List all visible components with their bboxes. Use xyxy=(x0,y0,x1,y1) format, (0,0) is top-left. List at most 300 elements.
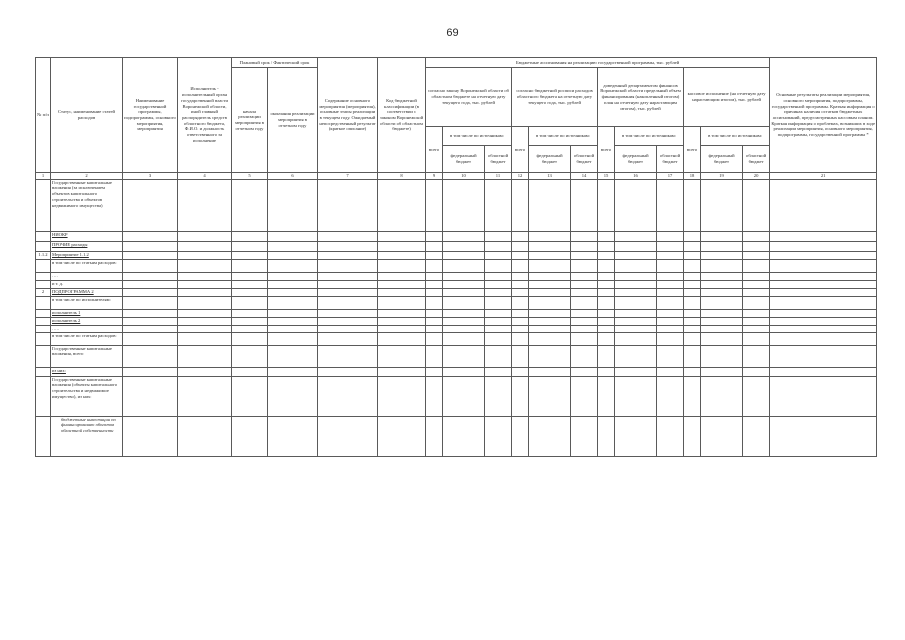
table-cell xyxy=(684,179,701,231)
page-number: 69 xyxy=(446,27,459,39)
table-row xyxy=(36,259,877,272)
table-row xyxy=(36,376,877,416)
table-row xyxy=(36,325,877,332)
table-cell xyxy=(318,288,378,296)
row-status: Государственные капитальные вложения (объекты капитального строительства и недвижимое имущество), из них: xyxy=(51,376,123,416)
table-cell xyxy=(123,325,178,332)
table-cell xyxy=(485,231,512,241)
header-period-group: Плановый срок / Фактический срок xyxy=(232,58,318,68)
table-cell xyxy=(512,296,529,309)
table-cell xyxy=(123,259,178,272)
table-cell xyxy=(268,367,318,376)
table-cell xyxy=(701,272,743,280)
row-number xyxy=(36,317,51,325)
table-cell xyxy=(378,231,426,241)
table-cell xyxy=(684,309,701,317)
table-cell xyxy=(529,272,571,280)
table-cell xyxy=(178,309,232,317)
table-cell xyxy=(770,231,877,241)
column-number: 2 xyxy=(51,173,123,180)
table-row xyxy=(36,288,877,296)
table-cell xyxy=(684,332,701,345)
table-cell xyxy=(443,241,485,251)
table-cell xyxy=(318,296,378,309)
table-cell xyxy=(701,241,743,251)
table-cell xyxy=(378,296,426,309)
table-cell xyxy=(512,280,529,288)
table-cell xyxy=(426,288,443,296)
table-cell xyxy=(571,325,598,332)
row-status: в том числе по исполнителям: xyxy=(51,296,123,309)
table-cell xyxy=(378,325,426,332)
row-number xyxy=(36,259,51,272)
table-cell xyxy=(743,288,770,296)
table-cell xyxy=(598,296,615,309)
row-status: бюджетные инвестиции по финансированию объектов областной собственности xyxy=(51,416,123,456)
table-cell xyxy=(598,367,615,376)
row-status: ПОДПРОГРАММА 2 xyxy=(51,288,123,296)
table-cell xyxy=(378,416,426,456)
row-number xyxy=(36,179,51,231)
table-cell xyxy=(571,179,598,231)
table-cell xyxy=(512,241,529,251)
table-cell xyxy=(443,317,485,325)
table-cell xyxy=(485,317,512,325)
table-cell xyxy=(615,309,657,317)
table-cell xyxy=(684,296,701,309)
table-cell xyxy=(571,416,598,456)
table-cell xyxy=(598,241,615,251)
table-row xyxy=(36,317,877,325)
table-cell xyxy=(318,416,378,456)
table-cell xyxy=(426,309,443,317)
header-period-end: окончания реализации мероприятия в отчетном году xyxy=(268,68,318,173)
table-row xyxy=(36,251,877,259)
table-cell xyxy=(684,317,701,325)
table-cell xyxy=(123,296,178,309)
column-number: 3 xyxy=(123,173,178,180)
table-cell xyxy=(512,376,529,416)
table-cell xyxy=(598,376,615,416)
table-cell xyxy=(123,179,178,231)
header-budget-group: Бюджетные ассигнования на реализацию государственной программы, тыс. рублей xyxy=(426,58,770,68)
table-cell xyxy=(123,280,178,288)
table-cell xyxy=(743,272,770,280)
table-cell xyxy=(268,309,318,317)
column-number: 10 xyxy=(443,173,485,180)
table-cell xyxy=(318,332,378,345)
table-cell xyxy=(512,251,529,259)
column-number: 5 xyxy=(232,173,268,180)
table-cell xyxy=(426,231,443,241)
table-cell xyxy=(268,332,318,345)
table-row xyxy=(36,367,877,376)
table-cell xyxy=(571,251,598,259)
table-cell xyxy=(426,241,443,251)
column-number: 6 xyxy=(268,173,318,180)
header-including-sources: в том числе по источникам: xyxy=(615,127,684,146)
table-cell xyxy=(529,309,571,317)
header-sub-law: согласно закону Воронежской области об областном бюджете на отчетную дату текущего года, тыс. рублей xyxy=(426,68,512,127)
row-status: Государственные капитальные вложения (за исключением объектов капитального строительства и объектов недвижимого имущества) xyxy=(51,179,123,231)
row-number: 2 xyxy=(36,288,51,296)
table-cell xyxy=(426,367,443,376)
table-cell xyxy=(232,325,268,332)
table-cell xyxy=(571,309,598,317)
row-number xyxy=(36,416,51,456)
table-cell xyxy=(378,272,426,280)
table-cell xyxy=(615,179,657,231)
row-status: Государственные капитальные вложения, всего xyxy=(51,345,123,367)
table-cell xyxy=(743,325,770,332)
table-cell xyxy=(178,367,232,376)
table-cell xyxy=(485,272,512,280)
column-number: 8 xyxy=(378,173,426,180)
table-cell xyxy=(512,317,529,325)
table-cell xyxy=(426,416,443,456)
table-cell xyxy=(684,259,701,272)
column-number: 12 xyxy=(512,173,529,180)
table-cell xyxy=(598,179,615,231)
column-number: 9 xyxy=(426,173,443,180)
table-cell xyxy=(770,345,877,367)
table-cell xyxy=(485,416,512,456)
table-row xyxy=(36,345,877,367)
table-cell xyxy=(615,376,657,416)
row-status: в том числе по статьям расходов: xyxy=(51,259,123,272)
header-executor: Исполнитель - исполнительный орган государственной власти Воронежской области, иной главный распорядитель средств областного бюджета, Ф.И.О. и должность ответственного за исполнение xyxy=(178,58,232,173)
header-including-sources: в том числе по источникам: xyxy=(443,127,512,146)
table-cell xyxy=(426,296,443,309)
table-cell xyxy=(770,317,877,325)
table-cell xyxy=(123,317,178,325)
table-cell xyxy=(178,251,232,259)
table-cell xyxy=(443,345,485,367)
table-cell xyxy=(657,259,684,272)
column-number: 17 xyxy=(657,173,684,180)
table-cell xyxy=(512,416,529,456)
table-cell xyxy=(378,376,426,416)
table-cell xyxy=(232,179,268,231)
table-cell xyxy=(615,288,657,296)
table-cell xyxy=(123,288,178,296)
table-cell xyxy=(598,416,615,456)
table-cell xyxy=(268,288,318,296)
table-cell xyxy=(443,416,485,456)
table-cell xyxy=(426,272,443,280)
table-cell xyxy=(426,317,443,325)
row-number xyxy=(36,309,51,317)
row-number xyxy=(36,241,51,251)
column-number: 20 xyxy=(743,173,770,180)
table-cell xyxy=(701,259,743,272)
header-including-sources: в том числе по источникам: xyxy=(701,127,770,146)
header-no: № п/п xyxy=(36,58,51,173)
table-cell xyxy=(529,325,571,332)
table-cell xyxy=(426,179,443,231)
table-cell xyxy=(443,251,485,259)
row-status: …. xyxy=(51,272,123,280)
table-cell xyxy=(684,367,701,376)
table-cell xyxy=(512,259,529,272)
table-cell xyxy=(268,231,318,241)
table-cell xyxy=(512,325,529,332)
header-sub-list: согласно бюджетной росписи расходов областного бюджета на отчетную дату текущего года, тыс. рублей xyxy=(512,68,598,127)
table-cell xyxy=(743,251,770,259)
table-cell xyxy=(485,309,512,317)
table-cell xyxy=(512,179,529,231)
table-cell xyxy=(743,376,770,416)
table-cell xyxy=(615,259,657,272)
row-number: 1.1.2 xyxy=(36,251,51,259)
table-cell xyxy=(770,241,877,251)
table-cell xyxy=(512,332,529,345)
table-cell xyxy=(529,280,571,288)
table-cell xyxy=(743,309,770,317)
table-cell xyxy=(657,309,684,317)
table-cell xyxy=(123,251,178,259)
table-cell xyxy=(571,241,598,251)
table-cell xyxy=(512,231,529,241)
table-cell xyxy=(571,296,598,309)
table-cell xyxy=(123,309,178,317)
table-cell xyxy=(770,296,877,309)
table-cell xyxy=(598,332,615,345)
column-number: 19 xyxy=(701,173,743,180)
table-cell xyxy=(743,179,770,231)
table-cell xyxy=(657,272,684,280)
table-cell xyxy=(657,332,684,345)
row-number xyxy=(36,231,51,241)
table-cell xyxy=(512,309,529,317)
table-cell xyxy=(615,317,657,325)
table-cell xyxy=(571,332,598,345)
column-number: 18 xyxy=(684,173,701,180)
table-row xyxy=(36,332,877,345)
table-cell xyxy=(657,280,684,288)
table-cell xyxy=(443,280,485,288)
table-cell xyxy=(268,179,318,231)
table-cell xyxy=(684,325,701,332)
table-cell xyxy=(178,325,232,332)
table-cell xyxy=(426,325,443,332)
column-number: 7 xyxy=(318,173,378,180)
table-cell xyxy=(770,280,877,288)
table-cell xyxy=(318,309,378,317)
column-number: 16 xyxy=(615,173,657,180)
table-cell xyxy=(701,317,743,325)
table-cell xyxy=(318,272,378,280)
table-cell xyxy=(485,345,512,367)
table-cell xyxy=(571,367,598,376)
row-status: исполнитель 2 xyxy=(51,317,123,325)
table-cell xyxy=(178,345,232,367)
table-row xyxy=(36,231,877,241)
table-cell xyxy=(529,345,571,367)
header-sub-cash: кассовое исполнение (на отчетную дату нарастающим итогом), тыс. рублей xyxy=(684,68,770,127)
row-number xyxy=(36,272,51,280)
row-number xyxy=(36,325,51,332)
row-number xyxy=(36,332,51,345)
table-cell xyxy=(426,332,443,345)
table-cell xyxy=(743,332,770,345)
table-cell xyxy=(598,325,615,332)
table-cell xyxy=(485,241,512,251)
table-cell xyxy=(657,325,684,332)
row-status: ….. xyxy=(51,325,123,332)
table-cell xyxy=(512,345,529,367)
table-cell xyxy=(571,231,598,241)
table-cell xyxy=(378,345,426,367)
table-cell xyxy=(529,259,571,272)
table-cell xyxy=(684,280,701,288)
table-cell xyxy=(318,376,378,416)
table-cell xyxy=(268,280,318,288)
table-cell xyxy=(178,332,232,345)
table-cell xyxy=(770,272,877,280)
table-cell xyxy=(615,345,657,367)
table-cell xyxy=(318,259,378,272)
table-cell xyxy=(770,332,877,345)
row-status: из них: xyxy=(51,367,123,376)
header-federal: федеральный бюджет xyxy=(615,146,657,173)
header-regional: областной бюджет xyxy=(743,146,770,173)
table-cell xyxy=(598,288,615,296)
table-cell xyxy=(701,231,743,241)
table-cell xyxy=(426,259,443,272)
table-cell xyxy=(485,296,512,309)
table-cell xyxy=(426,376,443,416)
header-regional: областной бюджет xyxy=(571,146,598,173)
table-cell xyxy=(443,332,485,345)
table-cell xyxy=(657,317,684,325)
table-cell xyxy=(770,179,877,231)
table-cell xyxy=(443,309,485,317)
row-number xyxy=(36,296,51,309)
table-cell xyxy=(701,280,743,288)
header-total: всего xyxy=(598,127,615,173)
table-cell xyxy=(571,376,598,416)
table-cell xyxy=(615,231,657,241)
table-row xyxy=(36,309,877,317)
table-cell xyxy=(701,376,743,416)
table-cell xyxy=(378,251,426,259)
table-cell xyxy=(743,416,770,456)
table-cell xyxy=(701,367,743,376)
table-cell xyxy=(378,317,426,325)
table-cell xyxy=(443,231,485,241)
table-cell xyxy=(684,231,701,241)
table-cell xyxy=(770,367,877,376)
table-cell xyxy=(615,332,657,345)
table-cell xyxy=(770,288,877,296)
table-cell xyxy=(684,416,701,456)
table-cell xyxy=(485,325,512,332)
table-cell xyxy=(743,280,770,288)
table-cell xyxy=(529,376,571,416)
table-cell xyxy=(770,325,877,332)
column-number: 13 xyxy=(529,173,571,180)
table-cell xyxy=(232,288,268,296)
table-cell xyxy=(232,241,268,251)
row-status: в том числе по статьям расходов: xyxy=(51,332,123,345)
header-federal: федеральный бюджет xyxy=(443,146,485,173)
table-cell xyxy=(615,272,657,280)
table-cell xyxy=(426,280,443,288)
table-cell xyxy=(378,309,426,317)
table-cell xyxy=(701,345,743,367)
table-cell xyxy=(485,179,512,231)
table-cell xyxy=(178,241,232,251)
table-cell xyxy=(318,231,378,241)
table-cell xyxy=(378,332,426,345)
table-cell xyxy=(268,259,318,272)
table-cell xyxy=(268,296,318,309)
table-cell xyxy=(232,309,268,317)
table-cell xyxy=(232,416,268,456)
table-cell xyxy=(770,416,877,456)
table-cell xyxy=(318,345,378,367)
table-cell xyxy=(178,288,232,296)
table-cell xyxy=(571,317,598,325)
header-period-start: начала реализации мероприятия в отчетном году xyxy=(232,68,268,173)
table-cell xyxy=(178,280,232,288)
row-number xyxy=(36,280,51,288)
table-cell xyxy=(701,309,743,317)
table-cell xyxy=(598,251,615,259)
table-cell xyxy=(123,332,178,345)
table-cell xyxy=(512,367,529,376)
column-number: 4 xyxy=(178,173,232,180)
table-cell xyxy=(657,416,684,456)
column-number: 14 xyxy=(571,173,598,180)
table-cell xyxy=(512,272,529,280)
table-cell xyxy=(701,288,743,296)
header-status: Статус, наименование статей расходов xyxy=(51,58,123,173)
table-cell xyxy=(770,259,877,272)
table-cell xyxy=(268,416,318,456)
table-cell xyxy=(529,251,571,259)
table-cell xyxy=(701,296,743,309)
table-cell xyxy=(657,179,684,231)
header-content: Содержание основного мероприятия (мероприятия), основные этапы реализации в текущем году. Ожидаемый непосредственный результат (краткое описание) xyxy=(318,58,378,173)
table-cell xyxy=(657,231,684,241)
table-cell xyxy=(657,241,684,251)
table-cell xyxy=(615,251,657,259)
table-cell xyxy=(684,288,701,296)
table-cell xyxy=(232,272,268,280)
row-number xyxy=(36,345,51,367)
table-cell xyxy=(178,231,232,241)
row-status: Мероприятие 1.1.2 xyxy=(51,251,123,259)
column-number: 11 xyxy=(485,173,512,180)
table-cell xyxy=(378,259,426,272)
table-cell xyxy=(529,416,571,456)
table-cell xyxy=(615,280,657,288)
header-total: всего xyxy=(512,127,529,173)
table-cell xyxy=(378,367,426,376)
table-row xyxy=(36,272,877,280)
table-cell xyxy=(615,241,657,251)
table-cell xyxy=(743,367,770,376)
table-cell xyxy=(571,272,598,280)
table-cell xyxy=(443,179,485,231)
table-cell xyxy=(232,231,268,241)
header-program-name: Наименование государственной программы, подпрограммы, основного мероприятия, мероприятия xyxy=(123,58,178,173)
table-cell xyxy=(529,296,571,309)
header-federal: федеральный бюджет xyxy=(701,146,743,173)
header-including-sources: в том числе по источникам: xyxy=(529,127,598,146)
